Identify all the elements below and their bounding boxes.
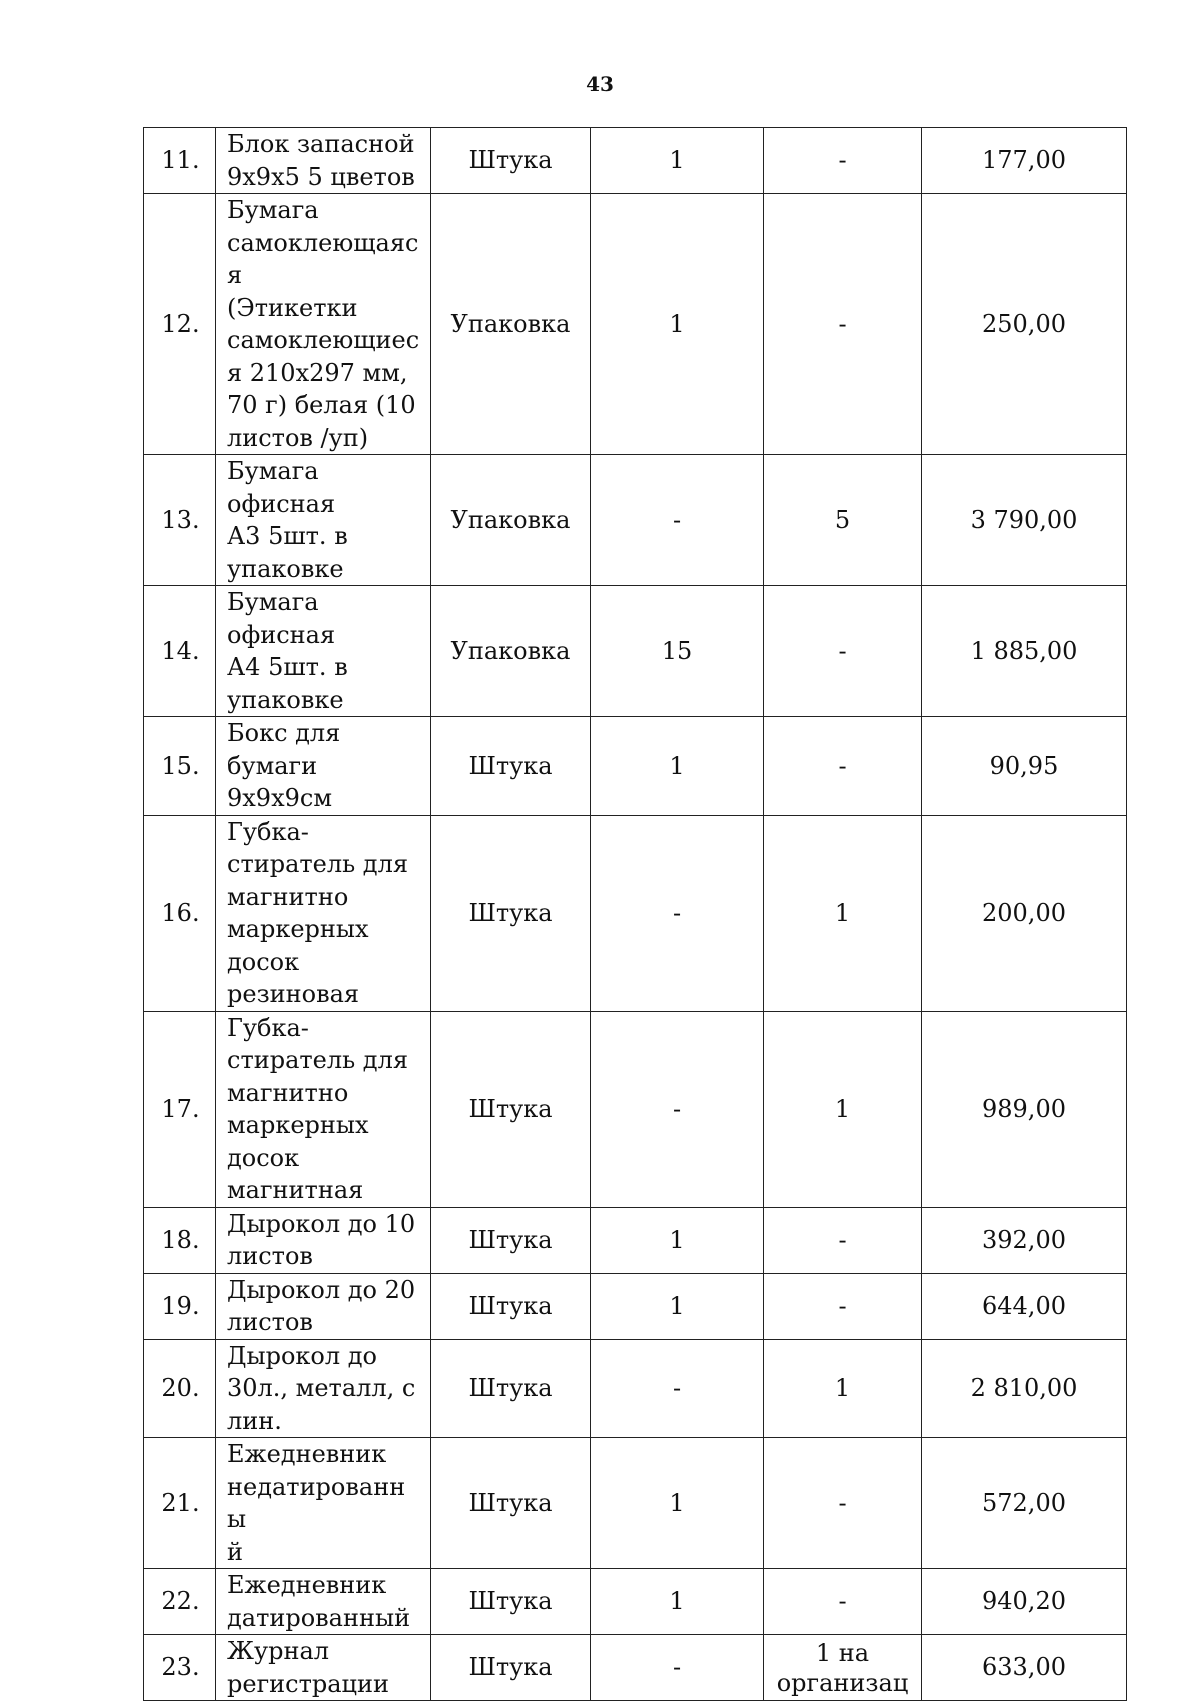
quantity-b-cell: 5: [764, 455, 922, 586]
unit-cell: Штука: [431, 1273, 591, 1339]
price-cell: 1 885,00: [922, 586, 1127, 717]
row-number-cell: 12.: [144, 194, 216, 455]
quantity-a-cell: -: [591, 815, 764, 1011]
row-number-cell: 19.: [144, 1273, 216, 1339]
quantity-a-cell: 15: [591, 586, 764, 717]
table-row: [144, 128, 1127, 194]
row-number-cell: 22.: [144, 1569, 216, 1635]
price-cell: 200,00: [922, 815, 1127, 1011]
table-row: [144, 1635, 1127, 1701]
unit-cell: Штука: [431, 1207, 591, 1273]
table-row: [144, 1273, 1127, 1339]
price-cell: 392,00: [922, 1207, 1127, 1273]
item-name-cell: Дырокол до 20 листов: [216, 1273, 431, 1339]
item-name-cell: Губка- стиратель для магнитно маркерных досок резиновая: [216, 815, 431, 1011]
quantity-a-cell: 1: [591, 128, 764, 194]
quantity-b-cell: -: [764, 1438, 922, 1569]
price-cell: 90,95: [922, 717, 1127, 816]
unit-cell: Штука: [431, 1339, 591, 1438]
unit-cell: Упаковка: [431, 194, 591, 455]
row-number-cell: 20.: [144, 1339, 216, 1438]
quantity-b-cell: -: [764, 1207, 922, 1273]
quantity-a-cell: 1: [591, 1569, 764, 1635]
quantity-a-cell: 1: [591, 717, 764, 816]
quantity-b-cell: -: [764, 717, 922, 816]
table-row: [144, 1569, 1127, 1635]
table-row: [144, 194, 1127, 455]
row-number-cell: 13.: [144, 455, 216, 586]
item-name-cell: Журнал регистрации: [216, 1635, 431, 1701]
table-row: [144, 1438, 1127, 1569]
item-name-cell: Ежедневник недатированны й: [216, 1438, 431, 1569]
table-row: [144, 455, 1127, 586]
row-number-cell: 16.: [144, 815, 216, 1011]
quantity-b-cell: 1 на организац: [764, 1635, 922, 1701]
quantity-b-cell: -: [764, 586, 922, 717]
item-name-cell: Дырокол до 10 листов: [216, 1207, 431, 1273]
item-name-cell: Бумага офисная А3 5шт. в упаковке: [216, 455, 431, 586]
page-number: 43: [586, 72, 614, 96]
price-cell: 3 790,00: [922, 455, 1127, 586]
price-cell: 2 810,00: [922, 1339, 1127, 1438]
item-name-cell: Дырокол до 30л., металл, с лин.: [216, 1339, 431, 1438]
unit-cell: Штука: [431, 1569, 591, 1635]
supplies-table: [143, 127, 1127, 1701]
unit-cell: Упаковка: [431, 455, 591, 586]
row-number-cell: 14.: [144, 586, 216, 717]
row-number-cell: 17.: [144, 1011, 216, 1207]
table-row: [144, 1011, 1127, 1207]
price-cell: 177,00: [922, 128, 1127, 194]
quantity-a-cell: 1: [591, 1438, 764, 1569]
unit-cell: Штука: [431, 128, 591, 194]
quantity-a-cell: 1: [591, 1207, 764, 1273]
row-number-cell: 15.: [144, 717, 216, 816]
quantity-a-cell: 1: [591, 194, 764, 455]
item-name-cell: Губка- стиратель для магнитно маркерных досок магнитная: [216, 1011, 431, 1207]
quantity-a-cell: -: [591, 1011, 764, 1207]
quantity-b-cell: -: [764, 1273, 922, 1339]
price-cell: 572,00: [922, 1438, 1127, 1569]
item-name-cell: Блок запасной 9х9х5 5 цветов: [216, 128, 431, 194]
quantity-a-cell: -: [591, 1635, 764, 1701]
quantity-b-cell: 1: [764, 815, 922, 1011]
unit-cell: Штука: [431, 1438, 591, 1569]
quantity-b-cell: 1: [764, 1339, 922, 1438]
row-number-cell: 11.: [144, 128, 216, 194]
item-name-cell: Бокс для бумаги 9х9х9см: [216, 717, 431, 816]
quantity-a-cell: -: [591, 455, 764, 586]
quantity-b-cell: -: [764, 194, 922, 455]
table-row: [144, 717, 1127, 816]
unit-cell: Штука: [431, 1011, 591, 1207]
quantity-b-cell: -: [764, 1569, 922, 1635]
table-body: [144, 128, 1127, 1701]
item-name-cell: Бумага самоклеющаяся (Этикетки самоклеющиес я 210х297 мм, 70 г) белая (10 листов /уп): [216, 194, 431, 455]
row-number-cell: 18.: [144, 1207, 216, 1273]
item-name-cell: Ежедневник датированный: [216, 1569, 431, 1635]
price-cell: 940,20: [922, 1569, 1127, 1635]
item-name-cell: Бумага офисная А4 5шт. в упаковке: [216, 586, 431, 717]
price-cell: 633,00: [922, 1635, 1127, 1701]
price-cell: 644,00: [922, 1273, 1127, 1339]
quantity-b-cell: 1: [764, 1011, 922, 1207]
price-cell: 250,00: [922, 194, 1127, 455]
unit-cell: Штука: [431, 815, 591, 1011]
price-cell: 989,00: [922, 1011, 1127, 1207]
unit-cell: Штука: [431, 717, 591, 816]
row-number-cell: 21.: [144, 1438, 216, 1569]
unit-cell: Штука: [431, 1635, 591, 1701]
unit-cell: Упаковка: [431, 586, 591, 717]
table-row: [144, 1207, 1127, 1273]
quantity-a-cell: 1: [591, 1273, 764, 1339]
quantity-b-cell: -: [764, 128, 922, 194]
table-row: [144, 1339, 1127, 1438]
quantity-a-cell: -: [591, 1339, 764, 1438]
row-number-cell: 23.: [144, 1635, 216, 1701]
table-row: [144, 815, 1127, 1011]
table-row: [144, 586, 1127, 717]
